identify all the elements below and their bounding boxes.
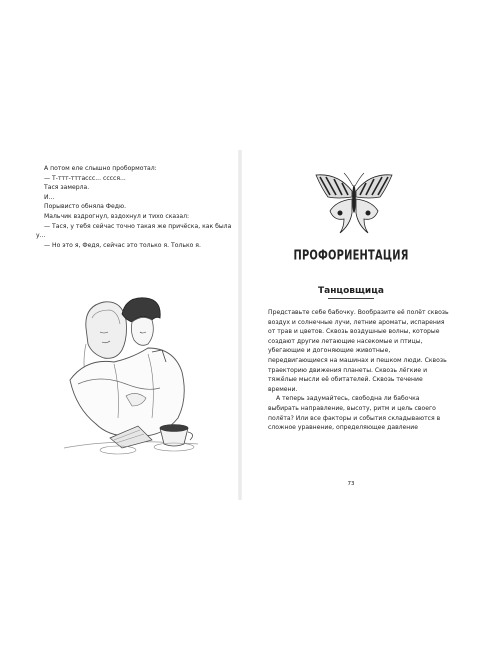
paragraph: Тася замерла.	[44, 184, 90, 192]
left-page-text	[36, 164, 232, 250]
paragraph: А теперь задумайтесь, свободна ли бабочка выбирать направление, высоту, ритм и цель своего полёта? Или все факторы и события складываются в сложное уравнение, определяющее давление	[268, 395, 441, 432]
paragraph: — Но это я, Федя, сейчас это только я. Только я.	[44, 241, 201, 249]
paragraph: — Т-ттт-тттассс... сссся...	[44, 174, 126, 182]
right-page	[242, 150, 460, 500]
paragraph: Представьте себе бабочку. Вообразите её полёт сквозь воздух и солнечные лучи, летние ароматы, испарения от трав и цветов. Сквозь воздушные волны, которые создают другие летающие насекомые и птицы, убегающие и догоняющие животные, передвигающиеся на машинах и пешком люди. Сквозь траекторию движения планеты. Сквозь лёгкие и тяжёлые мысли её обитателей. Сквозь течение времени.	[268, 309, 449, 393]
right-page-text	[268, 308, 450, 433]
paragraph: А потом еле слышно пробормотал:	[44, 165, 157, 172]
paragraph: — Тася, у тебя сейчас точно такая же причёска, как была у...	[36, 222, 232, 240]
left-page	[20, 150, 238, 500]
subtitle-underline	[328, 298, 374, 299]
page-number: 73	[347, 481, 355, 487]
book-spread	[20, 150, 460, 500]
section-title: ПРОФОРИЕНТАЦИЯ	[293, 247, 409, 264]
paragraph: Порывисто обняла Федю.	[44, 203, 127, 211]
hugging-couple-illustration	[56, 288, 206, 463]
paragraph: Мальчик вздрогнул, вздохнул и тихо сказал:	[44, 212, 190, 220]
butterfly-illustration	[314, 169, 394, 235]
paragraph: И...	[44, 193, 55, 201]
chapter-subtitle: Танцовщица	[318, 286, 384, 296]
